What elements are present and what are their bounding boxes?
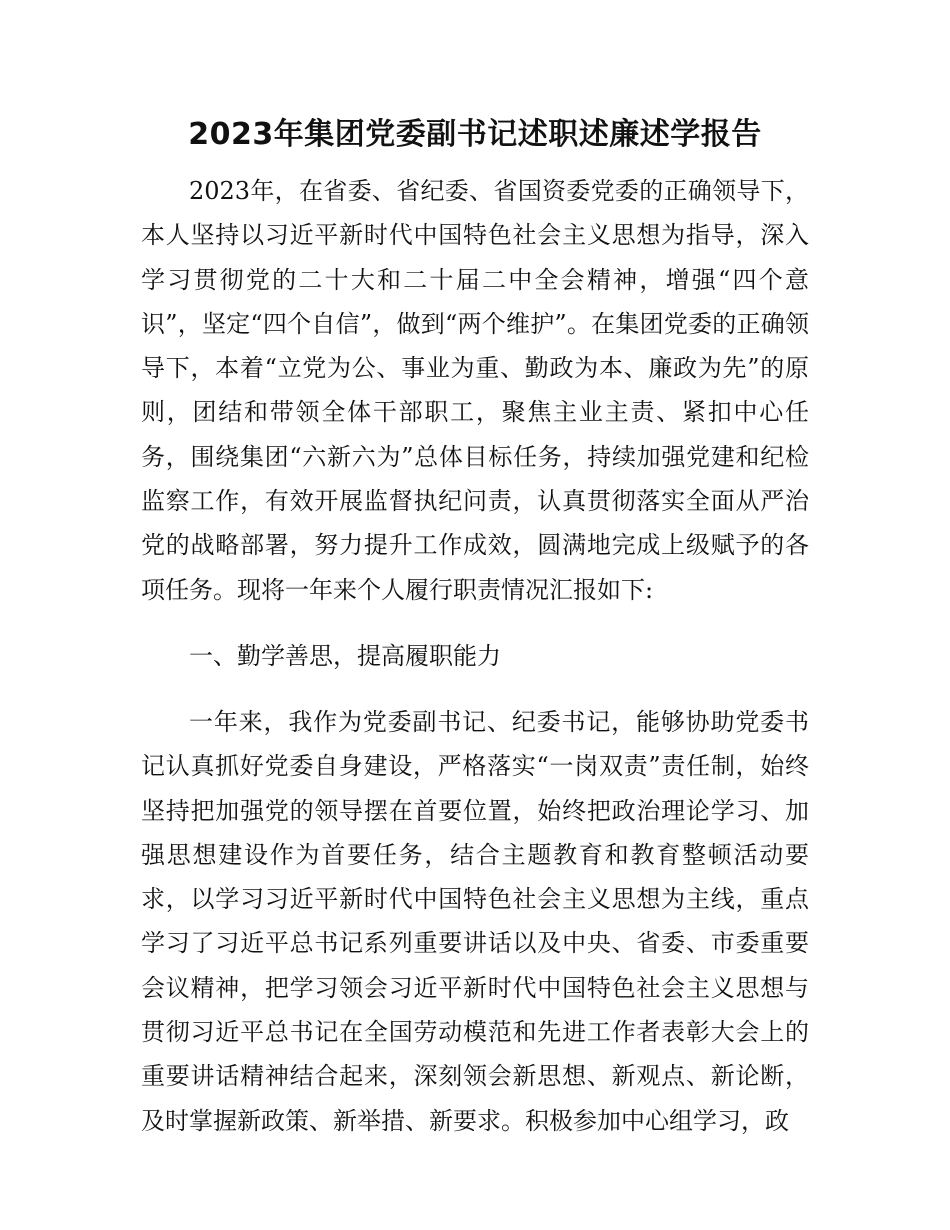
section-1-paragraph: 一年来，我作为党委副书记、纪委书记，能够协助党委书记认真抓好党委自身建设，严格落实“一岗双责”责任制，始终坚持把加强党的领导摆在首要位置，始终把政治理论学习、加强思想建设作为首要任务，结合主题教育和教育整顿活动要求，以学习习近平新时代中国特色社会主义思想为主线，重点学习了习近平总书记系列重要讲话以及中央、省委、市委重要会议精神，把学习领会习近平新时代中国特色社会主义思想与贯彻习近平总书记在全国劳动模范和先进工作者表彰大会上的重要讲话精神结合起来，深刻领会新思想、新观点、新论断，及时掌握新政策、新举措、新要求。积极参加中心组学习，政 <box>141 707 809 1135</box>
section-heading-1: 一、勤学善思，提高履职能力 <box>189 641 501 670</box>
document-title: 2023年集团党委副书记述职述廉述学报告 <box>188 117 762 152</box>
document-body <box>141 169 809 1143</box>
intro-paragraph: 2023年，在省委、省纪委、省国资委党委的正确领导下，本人坚持以习近平新时代中国特色社会主义思想为指导，深入学习贯彻党的二十大和二十届二中全会精神，增强“四个意识”，坚定“四个自信”，做到“两个维护”。在集团党委的正确领导下，本着“立党为公、事业为重、勤政为本、廉政为先”的原则，团结和带领全体干部职工，聚焦主业主责、紧扣中心任务，围绕集团“六新六为”总体目标任务，持续加强党建和纪检监察工作，有效开展监督执纪问责，认真贯彻落实全面从严治党的战略部署，努力提升工作成效，圆满地完成上级赋予的各项任务。现将一年来个人履行职责情况汇报如下: <box>141 177 809 604</box>
